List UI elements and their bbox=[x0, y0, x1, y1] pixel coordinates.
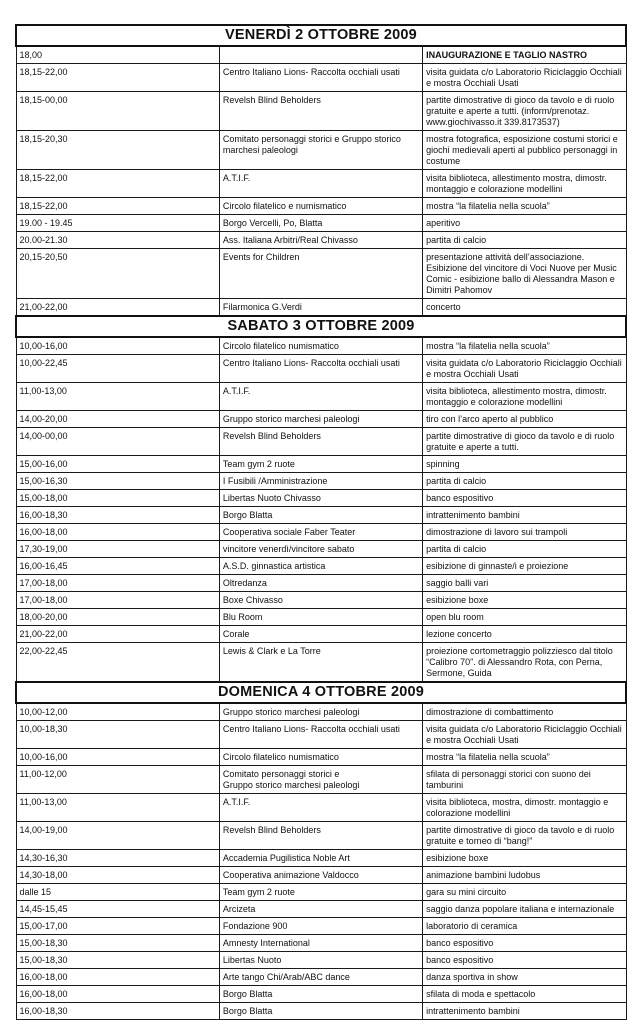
event-time: 10,00-22,45 bbox=[16, 355, 219, 383]
event-organizer: Borgo Vercelli, Po, Blatta bbox=[219, 215, 422, 232]
event-organizer: Team gym 2 ruote bbox=[219, 456, 422, 473]
event-organizer: A.T.I.F. bbox=[219, 383, 422, 411]
event-description: intrattenimento bambini bbox=[423, 507, 626, 524]
event-time: 14,30-18,00 bbox=[16, 867, 219, 884]
event-description: mostra “la filatelia nella scuola” bbox=[423, 337, 626, 355]
event-organizer: Arcizeta bbox=[219, 901, 422, 918]
event-row bbox=[16, 428, 626, 456]
event-organizer: Comitato personaggi storici e Gruppo storico marchesi paleologi bbox=[219, 131, 422, 170]
event-description: gara su mini circuito bbox=[423, 884, 626, 901]
event-row bbox=[16, 850, 626, 867]
event-organizer: Blu Room bbox=[219, 609, 422, 626]
event-organizer: Revelsh Blind Beholders bbox=[219, 428, 422, 456]
event-description: visita biblioteca, allestimento mostra, dimostr. montaggio e colorazione modellini bbox=[423, 170, 626, 198]
event-row bbox=[16, 721, 626, 749]
event-time: 17,30-19,00 bbox=[16, 541, 219, 558]
event-description: esibizione di ginnaste/i e proiezione bbox=[423, 558, 626, 575]
event-time: 19.00 - 19.45 bbox=[16, 215, 219, 232]
event-row bbox=[16, 473, 626, 490]
event-description: aperitivo bbox=[423, 215, 626, 232]
event-organizer: Cooperativa animazione Valdocco bbox=[219, 867, 422, 884]
event-organizer: Centro Italiano Lions- Raccolta occhiali usati bbox=[219, 64, 422, 92]
event-time: 21,00-22,00 bbox=[16, 299, 219, 317]
event-description: tiro con l’arco aperto al pubblico bbox=[423, 411, 626, 428]
event-row bbox=[16, 575, 626, 592]
event-row bbox=[16, 703, 626, 721]
day-header-row bbox=[16, 25, 626, 46]
event-row bbox=[16, 558, 626, 575]
event-description: saggio danza popolare italiana e internazionale bbox=[423, 901, 626, 918]
event-description: banco espositivo bbox=[423, 935, 626, 952]
event-time: 18,15-20,30 bbox=[16, 131, 219, 170]
event-time: 16,00-18,30 bbox=[16, 1003, 219, 1020]
day-title: SABATO 3 OTTOBRE 2009 bbox=[16, 316, 626, 337]
event-organizer: Circolo filatelico e numismatico bbox=[219, 198, 422, 215]
event-row bbox=[16, 198, 626, 215]
event-description: dimostrazione di combattimento bbox=[423, 703, 626, 721]
event-organizer: Gruppo storico marchesi paleologi bbox=[219, 703, 422, 721]
event-description: partita di calcio bbox=[423, 232, 626, 249]
event-time: 11,00-13,00 bbox=[16, 794, 219, 822]
day-title: VENERDÌ 2 OTTOBRE 2009 bbox=[16, 25, 626, 46]
event-organizer: Revelsh Blind Beholders bbox=[219, 822, 422, 850]
event-organizer: vincitore venerdì/vincitore sabato bbox=[219, 541, 422, 558]
event-time: 14,00-20,00 bbox=[16, 411, 219, 428]
event-description: dimostrazione di lavoro sui trampoli bbox=[423, 524, 626, 541]
event-description: partite dimostrative di gioco da tavolo e di ruolo gratuite e aperte a tutti. bbox=[423, 428, 626, 456]
event-row bbox=[16, 64, 626, 92]
event-organizer: Cooperativa sociale Faber Teater bbox=[219, 524, 422, 541]
event-time: 17,00-18,00 bbox=[16, 592, 219, 609]
event-time: 15,00-16,00 bbox=[16, 456, 219, 473]
event-row bbox=[16, 541, 626, 558]
event-description: visita guidata c/o Laboratorio Riciclaggio Occhiali e mostra Occhiali Usati bbox=[423, 721, 626, 749]
event-description: concerto bbox=[423, 299, 626, 317]
event-row bbox=[16, 46, 626, 64]
schedule-body bbox=[16, 25, 626, 1020]
event-time: 10,00-18,30 bbox=[16, 721, 219, 749]
event-organizer: Corale bbox=[219, 626, 422, 643]
event-time: 14,30-16,30 bbox=[16, 850, 219, 867]
event-description: proiezione cortometraggio polizziesco dal titolo “Calibro 70”. di Alessandro Rota, con Perna, Sermone, Guida bbox=[423, 643, 626, 683]
event-time: 16,00-18,30 bbox=[16, 507, 219, 524]
event-time: 20,15-20,50 bbox=[16, 249, 219, 299]
event-row bbox=[16, 749, 626, 766]
event-organizer: Libertas Nuoto Chivasso bbox=[219, 490, 422, 507]
day-title: DOMENICA 4 OTTOBRE 2009 bbox=[16, 682, 626, 703]
event-description: laboratorio di ceramica bbox=[423, 918, 626, 935]
event-row bbox=[16, 337, 626, 355]
event-schedule-table bbox=[15, 24, 627, 1020]
event-row bbox=[16, 1003, 626, 1020]
event-description: lezione concerto bbox=[423, 626, 626, 643]
event-description: mostra “la filatelia nella scuola” bbox=[423, 749, 626, 766]
event-organizer: A.T.I.F. bbox=[219, 794, 422, 822]
event-organizer: I Fusibili /Amministrazione bbox=[219, 473, 422, 490]
event-row bbox=[16, 411, 626, 428]
event-description: visita guidata c/o Laboratorio Riciclaggio Occhiali e mostra Occhiali Usati bbox=[423, 64, 626, 92]
event-description: saggio balli vari bbox=[423, 575, 626, 592]
day-header-row bbox=[16, 316, 626, 337]
event-row bbox=[16, 794, 626, 822]
event-organizer: Comitato personaggi storici e Gruppo storico marchesi paleologi bbox=[219, 766, 422, 794]
event-organizer: Libertas Nuoto bbox=[219, 952, 422, 969]
event-time: 15,00-18,00 bbox=[16, 490, 219, 507]
event-description: visita biblioteca, mostra, dimostr. montaggio e colorazione modellini bbox=[423, 794, 626, 822]
event-row bbox=[16, 766, 626, 794]
event-row bbox=[16, 609, 626, 626]
event-description: visita guidata c/o Laboratorio Riciclaggio Occhiali e mostra Occhiali Usati bbox=[423, 355, 626, 383]
event-time: 18,15-22,00 bbox=[16, 198, 219, 215]
event-description: visita biblioteca, allestimento mostra, dimostr. montaggio e colorazione modellini bbox=[423, 383, 626, 411]
event-row bbox=[16, 299, 626, 317]
event-row bbox=[16, 935, 626, 952]
event-time: 16,00-18,00 bbox=[16, 969, 219, 986]
event-organizer: Centro Italiano Lions- Raccolta occhiali usati bbox=[219, 721, 422, 749]
day-header-row bbox=[16, 682, 626, 703]
event-row bbox=[16, 507, 626, 524]
event-description: open blu room bbox=[423, 609, 626, 626]
event-time: 10,00-16,00 bbox=[16, 749, 219, 766]
event-description: banco espositivo bbox=[423, 490, 626, 507]
event-row bbox=[16, 626, 626, 643]
event-description: animazione bambini ludobus bbox=[423, 867, 626, 884]
event-row bbox=[16, 952, 626, 969]
event-organizer: Circolo filatelico numismatico bbox=[219, 749, 422, 766]
event-organizer: Fondazione 900 bbox=[219, 918, 422, 935]
event-time: 18,00 bbox=[16, 46, 219, 64]
event-row bbox=[16, 490, 626, 507]
event-time: 15,00-18,30 bbox=[16, 952, 219, 969]
event-description: presentazione attività dell’associazione. Esibizione del vincitore di Voci Nuove per Music Comic - esibizione ballo di Alessandra Mason e Dimitri Pahomov bbox=[423, 249, 626, 299]
event-time: 11,00-12,00 bbox=[16, 766, 219, 794]
event-organizer: Gruppo storico marchesi paleologi bbox=[219, 411, 422, 428]
event-organizer: Revelsh Blind Beholders bbox=[219, 92, 422, 131]
event-description: danza sportiva in show bbox=[423, 969, 626, 986]
event-time: 15,00-17,00 bbox=[16, 918, 219, 935]
event-row bbox=[16, 969, 626, 986]
event-organizer: Circolo filatelico numismatico bbox=[219, 337, 422, 355]
event-time: 11,00-13,00 bbox=[16, 383, 219, 411]
event-time: 16,00-16,45 bbox=[16, 558, 219, 575]
event-description: sfilata di moda e spettacolo bbox=[423, 986, 626, 1003]
event-description: spinning bbox=[423, 456, 626, 473]
event-time: 14,00-00,00 bbox=[16, 428, 219, 456]
event-organizer: Accademia Pugilistica Noble Art bbox=[219, 850, 422, 867]
event-row bbox=[16, 383, 626, 411]
event-description: intrattenimento bambini bbox=[423, 1003, 626, 1020]
event-description: partita di calcio bbox=[423, 541, 626, 558]
event-description: esibizione boxe bbox=[423, 850, 626, 867]
event-row bbox=[16, 643, 626, 683]
event-time: 16,00-18,00 bbox=[16, 524, 219, 541]
event-row bbox=[16, 355, 626, 383]
event-row bbox=[16, 232, 626, 249]
event-time: dalle 15 bbox=[16, 884, 219, 901]
event-organizer: Amnesty International bbox=[219, 935, 422, 952]
event-description: sfilata di personaggi storici con suono dei tamburini bbox=[423, 766, 626, 794]
event-organizer: Borgo Blatta bbox=[219, 1003, 422, 1020]
event-organizer: Ass. Italiana Arbitri/Real Chivasso bbox=[219, 232, 422, 249]
event-organizer: Team gym 2 ruote bbox=[219, 884, 422, 901]
event-organizer: Borgo Blatta bbox=[219, 986, 422, 1003]
event-organizer: Centro Italiano Lions- Raccolta occhiali usati bbox=[219, 355, 422, 383]
event-row bbox=[16, 592, 626, 609]
event-time: 18,15-00,00 bbox=[16, 92, 219, 131]
event-organizer: Lewis & Clark e La Torre bbox=[219, 643, 422, 683]
event-description: mostra “la filatelia nella scuola” bbox=[423, 198, 626, 215]
event-time: 15,00-18,30 bbox=[16, 935, 219, 952]
event-description: esibizione boxe bbox=[423, 592, 626, 609]
event-time: 14,00-19,00 bbox=[16, 822, 219, 850]
event-row bbox=[16, 901, 626, 918]
event-row bbox=[16, 170, 626, 198]
event-time: 22,00-22,45 bbox=[16, 643, 219, 683]
event-row bbox=[16, 867, 626, 884]
event-description: partite dimostrative di gioco da tavolo e di ruolo gratuite e torneo di “bang!” bbox=[423, 822, 626, 850]
event-row bbox=[16, 92, 626, 131]
event-time: 18,15-22,00 bbox=[16, 64, 219, 92]
event-time: 14,45-15,45 bbox=[16, 901, 219, 918]
event-organizer: Boxe Chivasso bbox=[219, 592, 422, 609]
event-row bbox=[16, 249, 626, 299]
event-row bbox=[16, 918, 626, 935]
event-row bbox=[16, 131, 626, 170]
event-time: 20.00-21.30 bbox=[16, 232, 219, 249]
event-row bbox=[16, 884, 626, 901]
event-row bbox=[16, 986, 626, 1003]
event-organizer: Arte tango Chi/Arab/ABC dance bbox=[219, 969, 422, 986]
event-row bbox=[16, 822, 626, 850]
event-time: 15,00-16,30 bbox=[16, 473, 219, 490]
event-time: 10,00-16,00 bbox=[16, 337, 219, 355]
event-time: 16,00-18,00 bbox=[16, 986, 219, 1003]
event-description: mostra fotografica, esposizione costumi storici e giochi medievali aperti al pubblico personaggi in costume bbox=[423, 131, 626, 170]
event-row bbox=[16, 456, 626, 473]
event-row bbox=[16, 215, 626, 232]
event-organizer: Borgo Blatta bbox=[219, 507, 422, 524]
event-organizer: Filarmonica G.Verdi bbox=[219, 299, 422, 317]
event-description: banco espositivo bbox=[423, 952, 626, 969]
event-organizer: A.T.I.F. bbox=[219, 170, 422, 198]
event-organizer: A.S.D. ginnastica artistica bbox=[219, 558, 422, 575]
event-organizer: Events for Children bbox=[219, 249, 422, 299]
event-time: 18,00-20,00 bbox=[16, 609, 219, 626]
event-description: INAUGURAZIONE E TAGLIO NASTRO bbox=[423, 46, 626, 64]
event-organizer: Oltredanza bbox=[219, 575, 422, 592]
event-organizer bbox=[219, 46, 422, 64]
event-time: 10,00-12,00 bbox=[16, 703, 219, 721]
event-description: partite dimostrative di gioco da tavolo e di ruolo gratuite e aperte a tutti. (inform/prenotaz. www.giochivasso.it 339.8173537) bbox=[423, 92, 626, 131]
event-description: partita di calcio bbox=[423, 473, 626, 490]
event-time: 18,15-22,00 bbox=[16, 170, 219, 198]
event-time: 21,00-22,00 bbox=[16, 626, 219, 643]
event-row bbox=[16, 524, 626, 541]
event-time: 17,00-18,00 bbox=[16, 575, 219, 592]
